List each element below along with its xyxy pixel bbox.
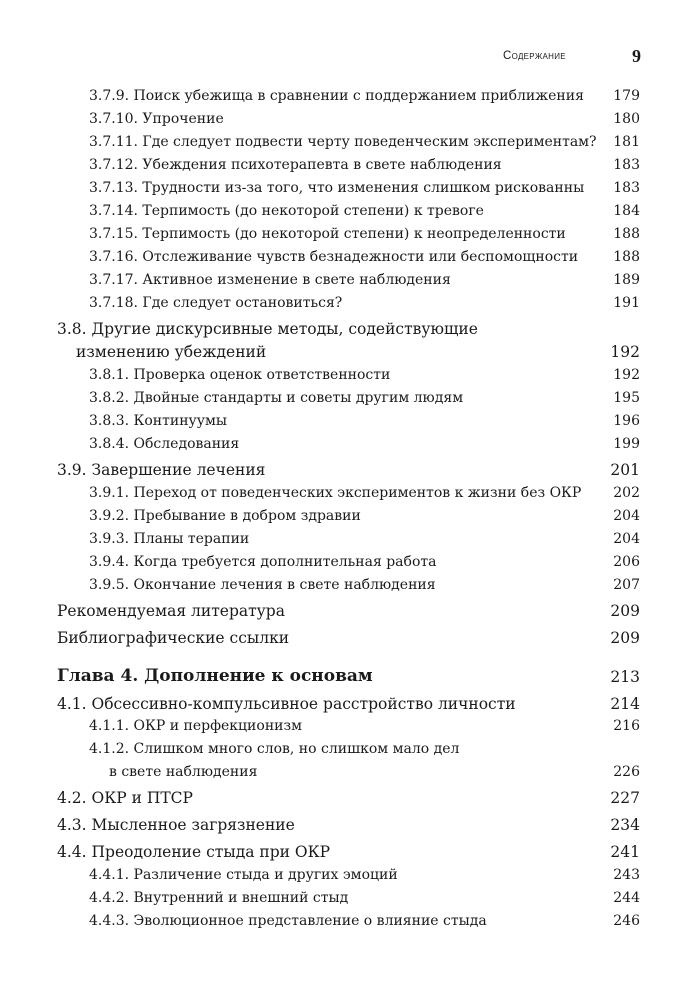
toc-entry-title: 4.1.2. Слишком много слов, но слишком мало дел — [89, 741, 460, 757]
toc-entry-page: 188 — [613, 249, 640, 265]
toc-entry-title: 4.3. Мысленное загрязнение — [57, 816, 295, 834]
toc-entry-title: 3.7.12. Убеждения психотерапевта в свете наблюдения — [89, 157, 502, 173]
toc-entry-page: 192 — [610, 343, 640, 361]
toc-entry-page: 202 — [613, 485, 640, 501]
toc-entry-page: 192 — [613, 367, 640, 383]
toc-entry-title: 3.7.18. Где следует остановиться? — [89, 295, 343, 311]
toc-entry-page: 199 — [613, 436, 640, 452]
toc-entry-title: 3.8.3. Континуумы — [89, 413, 228, 429]
toc-entry-page: 188 — [613, 226, 640, 242]
toc-entry-page: 181 — [613, 134, 640, 150]
toc-entry-page: 209 — [610, 629, 640, 647]
toc-entry-title: 3.8.1. Проверка оценок ответственности — [89, 367, 391, 383]
toc-entry-title: изменению убеждений — [76, 343, 267, 361]
toc-entry-title: 3.8.4. Обследования — [89, 436, 240, 452]
toc-entry-page: 241 — [610, 843, 640, 861]
toc-entry-page: 196 — [613, 413, 640, 429]
toc-entry-title: 3.7.15. Терпимость (до некоторой степени) к неопределенности — [89, 226, 566, 242]
toc-entry-page: 184 — [613, 203, 640, 219]
toc-entry-title: 3.8.2. Двойные стандарты и советы другим людям — [89, 390, 464, 406]
toc-entry-page: 209 — [610, 602, 640, 620]
toc-entry-title: 3.9.4. Когда требуется дополнительная работа — [89, 554, 437, 570]
toc-entry-page: 226 — [613, 764, 640, 780]
toc-entry-page: 206 — [613, 554, 640, 570]
toc-entry-page: 243 — [613, 867, 640, 883]
toc-entry-title: 4.1. Обсессивно-компульсивное расстройство личности — [57, 695, 516, 713]
toc-entry-title: 4.4.2. Внутренний и внешний стыд — [89, 890, 349, 906]
toc-entry-title: 4.2. ОКР и ПТСР — [57, 789, 193, 807]
toc-entry-title: Рекомендуемая литература — [57, 602, 285, 620]
toc-entry-title: 3.9.2. Пребывание в добром здравии — [89, 508, 361, 524]
toc-entry-title: 4.1.1. ОКР и перфекционизм — [89, 718, 303, 734]
toc-entry-page: 204 — [613, 531, 640, 547]
toc-entry-title: в свете наблюдения — [109, 764, 258, 780]
toc-entry-title: 3.7.16. Отслеживание чувств безнадежности или беспомощности — [89, 249, 579, 265]
toc-entry-page: 227 — [610, 789, 640, 807]
toc-entry-page: 189 — [613, 272, 640, 288]
toc-entry-title: 3.7.11. Где следует подвести черту поведенческим экспериментам? — [89, 134, 597, 150]
toc-entry-page: 195 — [613, 390, 640, 406]
running-head-page-number: 9 — [632, 46, 641, 66]
toc-entry-title: 3.7.17. Активное изменение в свете наблюдения — [89, 272, 451, 288]
toc-entry-title: 3.9.1. Переход от поведенческих экспериментов к жизни без ОКР — [89, 485, 582, 501]
toc-entry-title: 4.4.3. Эволюционное представление о влияние стыда — [89, 913, 487, 929]
toc-entry-page: 179 — [613, 88, 640, 104]
toc-entry-page: 246 — [613, 913, 640, 929]
toc-entry-page: 216 — [613, 718, 640, 734]
toc-entry-title: Библиографические ссылки — [57, 629, 290, 647]
toc-chapter-page: 213 — [610, 668, 640, 686]
toc-entry-page: 204 — [613, 508, 640, 524]
toc-entry-title: 3.7.13. Трудности из-за того, что изменения слишком рискованны — [89, 180, 585, 196]
toc-entry-title: 3.9. Завершение лечения — [57, 461, 266, 479]
toc-entry-page: 191 — [613, 295, 640, 311]
toc-entry-page: 183 — [613, 157, 640, 173]
toc-entry-title: 4.4. Преодоление стыда при ОКР — [57, 843, 331, 861]
toc-entry-title: 3.9.5. Окончание лечения в свете наблюдения — [89, 577, 436, 593]
toc-chapter-title: Глава 4. Дополнение к основам — [57, 666, 373, 686]
toc-entry-title: 3.7.10. Упрочение — [89, 111, 224, 127]
toc-entry-title: 3.7.14. Терпимость (до некоторой степени) к тревоге — [89, 203, 484, 219]
toc-entry-page: 244 — [613, 890, 640, 906]
toc-entry-page: 180 — [613, 111, 640, 127]
toc-entry-page: 183 — [613, 180, 640, 196]
running-head-section: Содержание — [503, 50, 566, 62]
toc-entry-title: 3.7.9. Поиск убежища в сравнении с поддержанием приближения — [89, 88, 584, 104]
toc-entry-page: 234 — [610, 816, 640, 834]
toc-entry-title: 4.4.1. Различение стыда и других эмоций — [89, 867, 398, 883]
toc-entry-page: 214 — [610, 695, 640, 713]
toc-entry-title: 3.9.3. Планы терапии — [89, 531, 250, 547]
toc-entry-page: 201 — [610, 461, 640, 479]
toc-entry-page: 207 — [613, 577, 640, 593]
toc-entry-title: 3.8. Другие дискурсивные методы, содействующие — [57, 320, 478, 338]
